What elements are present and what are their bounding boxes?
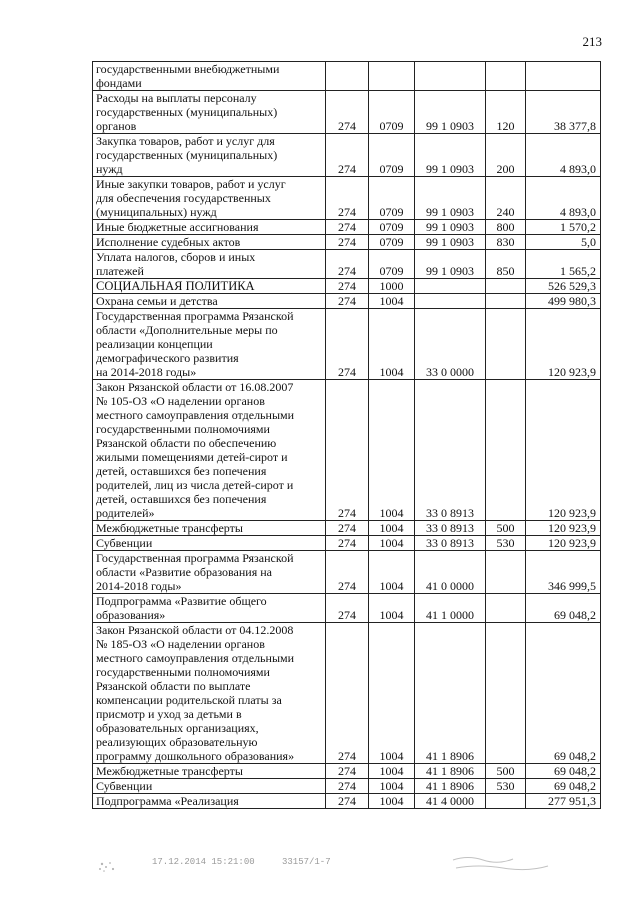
expense-type-code: 530 [486, 779, 526, 794]
table-row [93, 794, 601, 809]
row-name-line: Иные закупки товаров, работ и услуг [96, 177, 286, 191]
row-name-line: государственными полномочиями [96, 422, 270, 436]
section-code: 1004 [369, 779, 415, 794]
row-name-line: Межбюджетные трансферты [96, 521, 243, 535]
ministry-code: 274 [326, 521, 369, 536]
section-code: 0709 [369, 177, 415, 220]
target-article-code: 41 1 8906 [415, 623, 486, 764]
row-name-line: № 105-ОЗ «О наделении органов [96, 394, 265, 408]
expense-type-code [486, 380, 526, 521]
row-name-line: Закон Рязанской области от 16.08.2007 [96, 380, 294, 394]
table-row [93, 779, 601, 794]
expense-type-code: 500 [486, 764, 526, 779]
row-name-line: на 2014-2018 годы» [96, 365, 197, 379]
target-article-code: 41 1 8906 [415, 779, 486, 794]
section-code: 0709 [369, 91, 415, 134]
row-name-line: Рязанской области по обеспечению [96, 436, 277, 450]
amount: 69 048,2 [526, 764, 601, 779]
row-name-line: образовательных организациях, [96, 721, 259, 735]
amount: 4 893,0 [526, 177, 601, 220]
amount: 277 951,3 [526, 794, 601, 809]
row-name-line: местного самоуправления отдельными [96, 408, 295, 422]
row-name-line: присмотр и уход за детьми в [96, 707, 242, 721]
row-name-line: родителей, лиц из числа детей-сирот и [96, 478, 294, 492]
ministry-code: 274 [326, 279, 369, 294]
table-row [93, 235, 601, 250]
amount: 120 923,9 [526, 536, 601, 551]
section-code: 1004 [369, 794, 415, 809]
section-code: 1004 [369, 380, 415, 521]
row-name [93, 551, 326, 594]
ministry-code: 274 [326, 380, 369, 521]
row-name [93, 309, 326, 380]
amount: 1 570,2 [526, 220, 601, 235]
section-code: 1004 [369, 551, 415, 594]
row-name-line: государственных (муниципальных) [96, 105, 278, 119]
row-name-line: государственных (муниципальных) [96, 148, 278, 162]
target-article-code: 99 1 0903 [415, 134, 486, 177]
row-name-line: Рязанской области по выплате [96, 679, 251, 693]
ministry-code: 274 [326, 220, 369, 235]
row-name-line: детей, оставшихся без попечения [96, 464, 267, 478]
row-name [93, 220, 326, 235]
row-name [93, 62, 326, 91]
target-article-code: 33 0 8913 [415, 536, 486, 551]
table-row [93, 380, 601, 521]
signature-mark-icon [448, 852, 558, 874]
row-name-line: детей, оставшихся без попечения [96, 492, 267, 506]
ministry-code: 274 [326, 91, 369, 134]
target-article-code: 99 1 0903 [415, 250, 486, 279]
row-name [93, 764, 326, 779]
table-row [93, 521, 601, 536]
row-name-line: Расходы на выплаты персоналу [96, 91, 257, 105]
amount: 4 893,0 [526, 134, 601, 177]
section-code [369, 62, 415, 91]
row-name-line: местного самоуправления отдельными [96, 651, 295, 665]
row-name [93, 521, 326, 536]
expense-type-code: 120 [486, 91, 526, 134]
target-article-code: 33 0 0000 [415, 309, 486, 380]
table-row [93, 623, 601, 764]
section-code: 1004 [369, 594, 415, 623]
row-name-line: родителей» [96, 506, 155, 520]
table-row [93, 764, 601, 779]
row-name-line: области «Развитие образования на [96, 565, 272, 579]
target-article-code: 41 1 0000 [415, 594, 486, 623]
expense-type-code: 850 [486, 250, 526, 279]
target-article-code: 99 1 0903 [415, 177, 486, 220]
row-name-line: области «Дополнительные меры по [96, 323, 278, 337]
target-article-code: 99 1 0903 [415, 220, 486, 235]
row-name [93, 235, 326, 250]
expense-type-code [486, 309, 526, 380]
expense-type-code [486, 623, 526, 764]
expense-type-code [486, 794, 526, 809]
row-name [93, 177, 326, 220]
row-name-line: компенсации родительской платы за [96, 693, 282, 707]
row-name-line: органов [96, 119, 137, 133]
ministry-code: 274 [326, 235, 369, 250]
ministry-code: 274 [326, 764, 369, 779]
expense-type-code: 500 [486, 521, 526, 536]
row-name [93, 279, 326, 294]
table-row [93, 594, 601, 623]
row-name [93, 623, 326, 764]
section-code: 0709 [369, 250, 415, 279]
expense-type-code: 200 [486, 134, 526, 177]
row-name-line: Исполнение судебных актов [96, 235, 241, 249]
ministry-code: 274 [326, 551, 369, 594]
expense-type-code [486, 551, 526, 594]
row-name-line: 2014-2018 годы» [96, 579, 182, 593]
row-name-line: (муниципальных) нужд [96, 205, 217, 219]
amount: 526 529,3 [526, 279, 601, 294]
section-code: 1004 [369, 623, 415, 764]
table-row [93, 134, 601, 177]
row-name-line: Государственная программа Рязанской [96, 309, 294, 323]
section-code: 0709 [369, 235, 415, 250]
amount: 5,0 [526, 235, 601, 250]
table-row [93, 62, 601, 91]
amount: 499 980,3 [526, 294, 601, 309]
row-name [93, 250, 326, 279]
expense-type-code: 800 [486, 220, 526, 235]
target-article-code: 99 1 0903 [415, 91, 486, 134]
row-name-line: демографического развития [96, 351, 239, 365]
expense-type-code: 530 [486, 536, 526, 551]
expense-type-code: 830 [486, 235, 526, 250]
amount: 69 048,2 [526, 623, 601, 764]
row-name [93, 779, 326, 794]
ministry-code: 274 [326, 779, 369, 794]
row-name-line: Охрана семьи и детства [96, 294, 218, 308]
expense-type-code [486, 62, 526, 91]
section-code: 1004 [369, 536, 415, 551]
row-name [93, 794, 326, 809]
row-name-line: реализации концепции [96, 337, 213, 351]
row-name [93, 594, 326, 623]
table-row [93, 551, 601, 594]
footer-doc-code: 33157/1-7 [282, 857, 331, 867]
table-row [93, 309, 601, 380]
target-article-code: 33 0 8913 [415, 521, 486, 536]
section-code: 1000 [369, 279, 415, 294]
amount: 69 048,2 [526, 594, 601, 623]
section-code: 0709 [369, 220, 415, 235]
row-name-line: Субвенции [96, 779, 153, 793]
target-article-code: 41 4 0000 [415, 794, 486, 809]
row-name-line: Закупка товаров, работ и услуг для [96, 134, 275, 148]
row-name-line: Закон Рязанской области от 04.12.2008 [96, 623, 294, 637]
target-article-code [415, 62, 486, 91]
row-name-line: Межбюджетные трансферты [96, 764, 243, 778]
expense-type-code: 240 [486, 177, 526, 220]
target-article-code [415, 294, 486, 309]
row-name-line: государственными полномочиями [96, 665, 270, 679]
section-code: 1004 [369, 294, 415, 309]
section-code: 1004 [369, 309, 415, 380]
amount: 69 048,2 [526, 779, 601, 794]
expense-type-code [486, 594, 526, 623]
row-name-line: № 185-ОЗ «О наделении органов [96, 637, 265, 651]
amount [526, 62, 601, 91]
footer-timestamp: 17.12.2014 15:21:00 [152, 857, 255, 867]
ministry-code: 274 [326, 177, 369, 220]
amount: 1 565,2 [526, 250, 601, 279]
section-code: 1004 [369, 521, 415, 536]
amount: 120 923,9 [526, 521, 601, 536]
budget-table-body [93, 62, 601, 809]
row-name-line: Уплата налогов, сборов и иных [96, 250, 256, 264]
ministry-code: 274 [326, 294, 369, 309]
table-row [93, 536, 601, 551]
row-name-line: для обеспечения государственных [96, 191, 271, 205]
row-name [93, 380, 326, 521]
row-name-line: Подпрограмма «Развитие общего [96, 594, 267, 608]
target-article-code: 99 1 0903 [415, 235, 486, 250]
row-name [93, 294, 326, 309]
target-article-code: 41 1 8906 [415, 764, 486, 779]
section-code: 0709 [369, 134, 415, 177]
amount: 346 999,5 [526, 551, 601, 594]
table-row [93, 177, 601, 220]
row-name-line: государственными внебюджетными [96, 62, 280, 76]
page-number: 213 [582, 34, 602, 49]
row-name-line: СОЦИАЛЬНАЯ ПОЛИТИКА [96, 279, 255, 293]
table-row [93, 250, 601, 279]
table-row [93, 220, 601, 235]
ministry-code: 274 [326, 536, 369, 551]
amount: 38 377,8 [526, 91, 601, 134]
row-name-line: программу дошкольного образования» [96, 749, 295, 763]
row-name-line: жилыми помещениями детей-сирот и [96, 450, 288, 464]
ministry-code: 274 [326, 594, 369, 623]
row-name-line: нужд [96, 162, 123, 176]
ministry-code: 274 [326, 623, 369, 764]
table-row [93, 279, 601, 294]
ministry-code: 274 [326, 134, 369, 177]
expense-type-code [486, 279, 526, 294]
ministry-code: 274 [326, 309, 369, 380]
table-row [93, 91, 601, 134]
row-name-line: Субвенции [96, 536, 153, 550]
row-name-line: реализующих образовательную [96, 735, 258, 749]
amount: 120 923,9 [526, 380, 601, 521]
amount: 120 923,9 [526, 309, 601, 380]
budget-table [92, 61, 601, 809]
target-article-code [415, 279, 486, 294]
row-name-line: платежей [96, 264, 144, 278]
target-article-code: 33 0 8913 [415, 380, 486, 521]
expense-type-code [486, 294, 526, 309]
ministry-code [326, 62, 369, 91]
section-code: 1004 [369, 764, 415, 779]
row-name-line: фондами [96, 76, 142, 90]
row-name-line: Государственная программа Рязанской [96, 551, 294, 565]
ministry-code: 274 [326, 794, 369, 809]
row-name-line: Иные бюджетные ассигнования [96, 220, 259, 234]
target-article-code: 41 0 0000 [415, 551, 486, 594]
table-row [93, 294, 601, 309]
row-name [93, 91, 326, 134]
row-name-line: образования» [96, 608, 166, 622]
row-name-line: Подпрограмма «Реализация [96, 794, 239, 808]
row-name [93, 536, 326, 551]
ministry-code: 274 [326, 250, 369, 279]
row-name [93, 134, 326, 177]
